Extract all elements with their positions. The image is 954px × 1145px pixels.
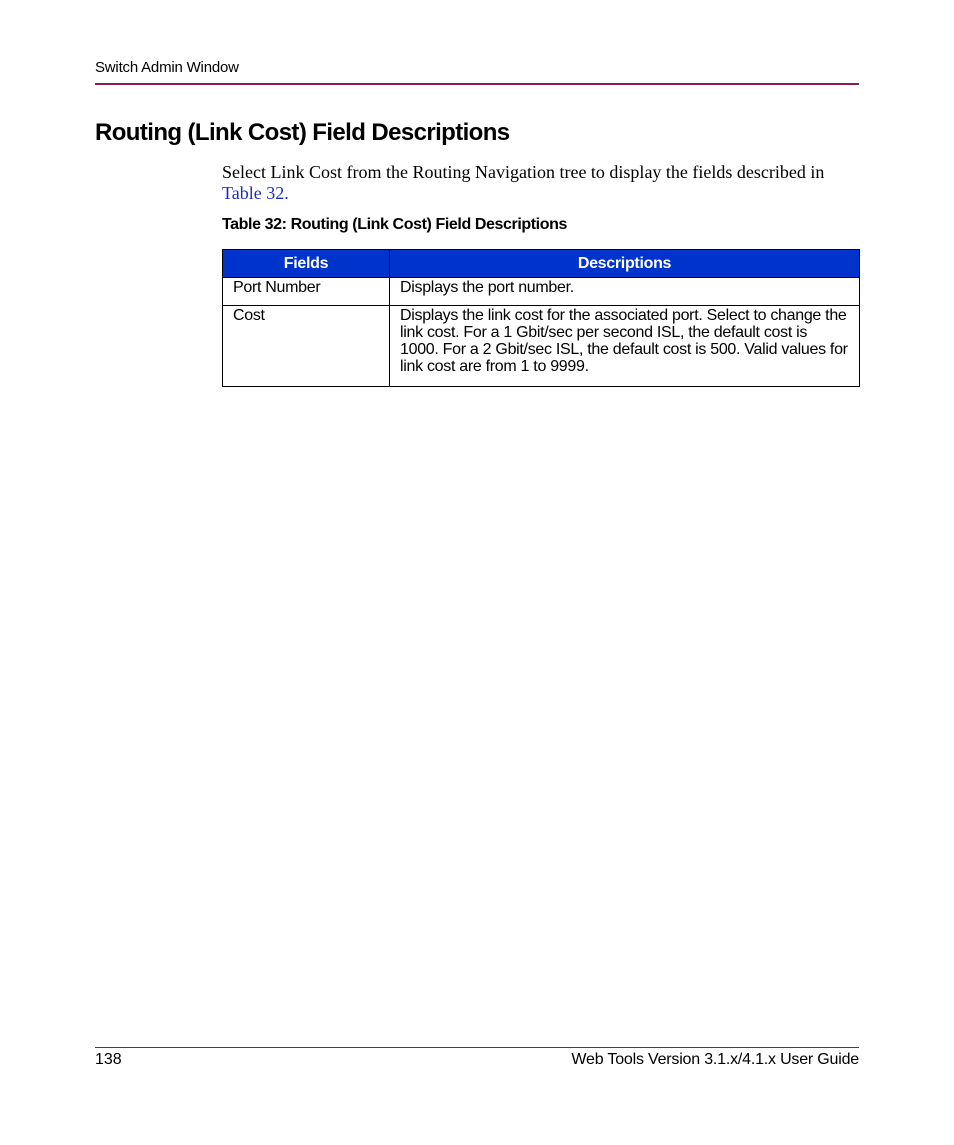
page-number: 138 bbox=[95, 1051, 122, 1068]
intro-paragraph bbox=[222, 162, 862, 204]
field-name-cell: Port Number bbox=[223, 278, 390, 306]
intro-period: . bbox=[284, 183, 289, 203]
table-caption: Table 32: Routing (Link Cost) Field Descriptions bbox=[222, 216, 567, 233]
intro-text: Select Link Cost from the Routing Navigation tree to display the fields described in bbox=[222, 162, 825, 182]
table-row bbox=[223, 278, 860, 306]
field-description-cell: Displays the port number. bbox=[390, 278, 860, 306]
document-title: Web Tools Version 3.1.x/4.1.x User Guide bbox=[571, 1051, 859, 1068]
table-32-link[interactable]: Table 32 bbox=[222, 183, 285, 203]
table-header-row bbox=[223, 250, 860, 278]
running-header: Switch Admin Window bbox=[95, 59, 239, 76]
column-header-descriptions: Descriptions bbox=[390, 250, 860, 278]
header-rule bbox=[95, 83, 859, 85]
column-header-fields: Fields bbox=[223, 250, 390, 278]
field-name-cell: Cost bbox=[223, 306, 390, 387]
section-title: Routing (Link Cost) Field Descriptions bbox=[95, 119, 510, 146]
link-cost-field-table bbox=[222, 249, 860, 387]
footer-rule bbox=[95, 1047, 859, 1048]
table-row bbox=[223, 306, 860, 387]
field-description-cell: Displays the link cost for the associated port. Select to change the link cost. For a 1 Gbit/sec per second ISL, the default cost is 1000. For a 2 Gbit/sec ISL, the default cost is 500. Valid values for link cost are from 1 to 9999. bbox=[390, 306, 860, 387]
